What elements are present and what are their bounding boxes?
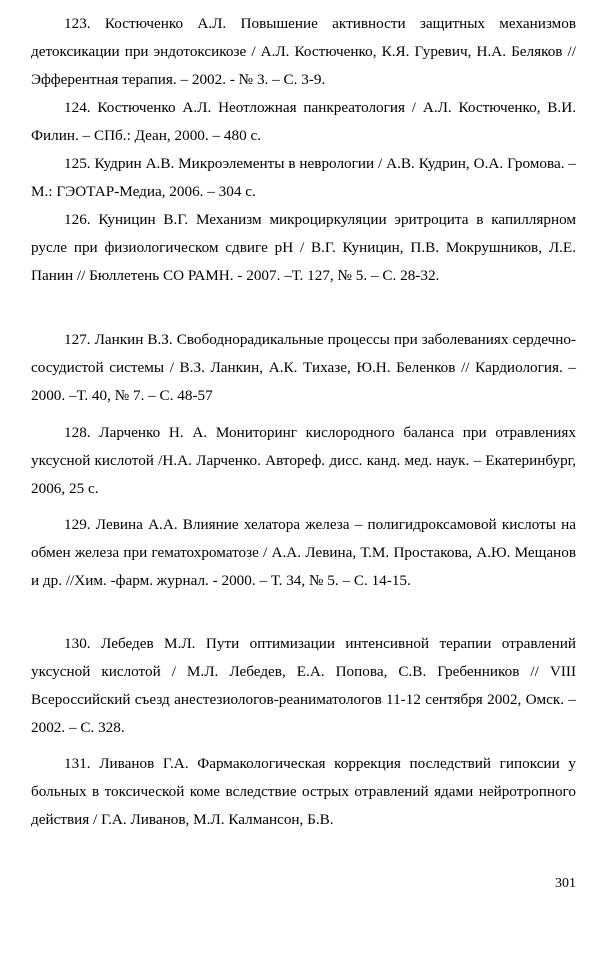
page-number: 301 <box>555 876 576 891</box>
reference-text: Куницин В.Г. Механизм микроциркуляции эритроцита в капиллярном русле при физиологическом сдвиге рН / В.Г. Куницин, П.В. Мокрушников, Л.Е. Панин // Бюллетень СО РАМН. - 2007. –Т. 127, № 5. – С. 28-32. <box>31 211 577 284</box>
reference-127 <box>31 326 576 410</box>
reference-number: 131. <box>64 755 91 772</box>
reference-number: 129. <box>64 516 91 533</box>
reference-number: 124. <box>64 99 91 116</box>
reference-text: Кудрин А.В. Микроэлементы в неврологии / А.В. Кудрин, О.А. Громова. – М.: ГЭОТАР-Медиа, 2006. – 304 с. <box>31 155 576 200</box>
reference-text: Ларченко Н. А. Мониторинг кислородного баланса при отравлениях уксусной кислотой /Н.А. Ларченко. Автореф. дисс. канд. мед. наук. – Екатеринбург, 2006, 25 с. <box>31 424 577 497</box>
reference-125 <box>31 150 576 206</box>
reference-123 <box>31 10 576 94</box>
reference-number: 127. <box>64 331 91 348</box>
reference-text: Костюченко А.Л. Повышение активности защитных механизмов детоксикации при эндотоксикозе / А.Л. Костюченко, К.Я. Гуревич, Н.А. Беляков // Эфферентная терапия. – 2002. - № 3. – С. 3-9. <box>31 15 577 88</box>
reference-text: Ланкин В.З. Свободнорадикальные процессы при заболеваниях сердечно-сосудистой системы / В.З. Ланкин, А.К. Тихазе, Ю.Н. Беленков // Кардиология. – 2000. –Т. 40, № 7. – С. 48-57 <box>31 331 576 404</box>
reference-129 <box>31 511 576 595</box>
reference-number: 130. <box>64 635 91 652</box>
reference-number: 123. <box>64 15 91 32</box>
reference-number: 125. <box>64 155 91 172</box>
reference-130 <box>31 630 576 742</box>
reference-text: Лебедев М.Л. Пути оптимизации интенсивной терапии отравлений уксусной кислотой / М.Л. Лебедев, Е.А. Попова, С.В. Гребенников // VIII Всероссийский съезд анестезиологов-реаниматологов 11-12 сентября 2002, Омск. – 2002. – С. 328. <box>31 635 576 736</box>
reference-text: Левина А.А. Влияние хелатора железа – полигидроксамовой кислоты на обмен железа при гематохроматозе / А.А. Левина, Т.М. Простакова, А.Ю. Мещанов и др. //Хим. -фарм. журнал. - 2000. – Т. 34, № 5. – С. 14-15. <box>31 516 577 589</box>
reference-124 <box>31 94 576 150</box>
reference-128 <box>31 419 576 503</box>
reference-131 <box>31 750 576 834</box>
reference-126 <box>31 206 576 290</box>
reference-text: Костюченко А.Л. Неотложная панкреатология / А.Л. Костюченко, В.И. Филин. – СПб.: Деан, 2000. – 480 с. <box>31 99 576 144</box>
reference-number: 126. <box>64 211 91 228</box>
reference-number: 128. <box>64 424 91 441</box>
reference-text: Ливанов Г.А. Фармакологическая коррекция последствий гипоксии у больных в токсической коме вследствие острых отравлений ядами нейротропного действия / Г.А. Ливанов, М.Л. Калмансон, Б.В. <box>31 755 576 828</box>
